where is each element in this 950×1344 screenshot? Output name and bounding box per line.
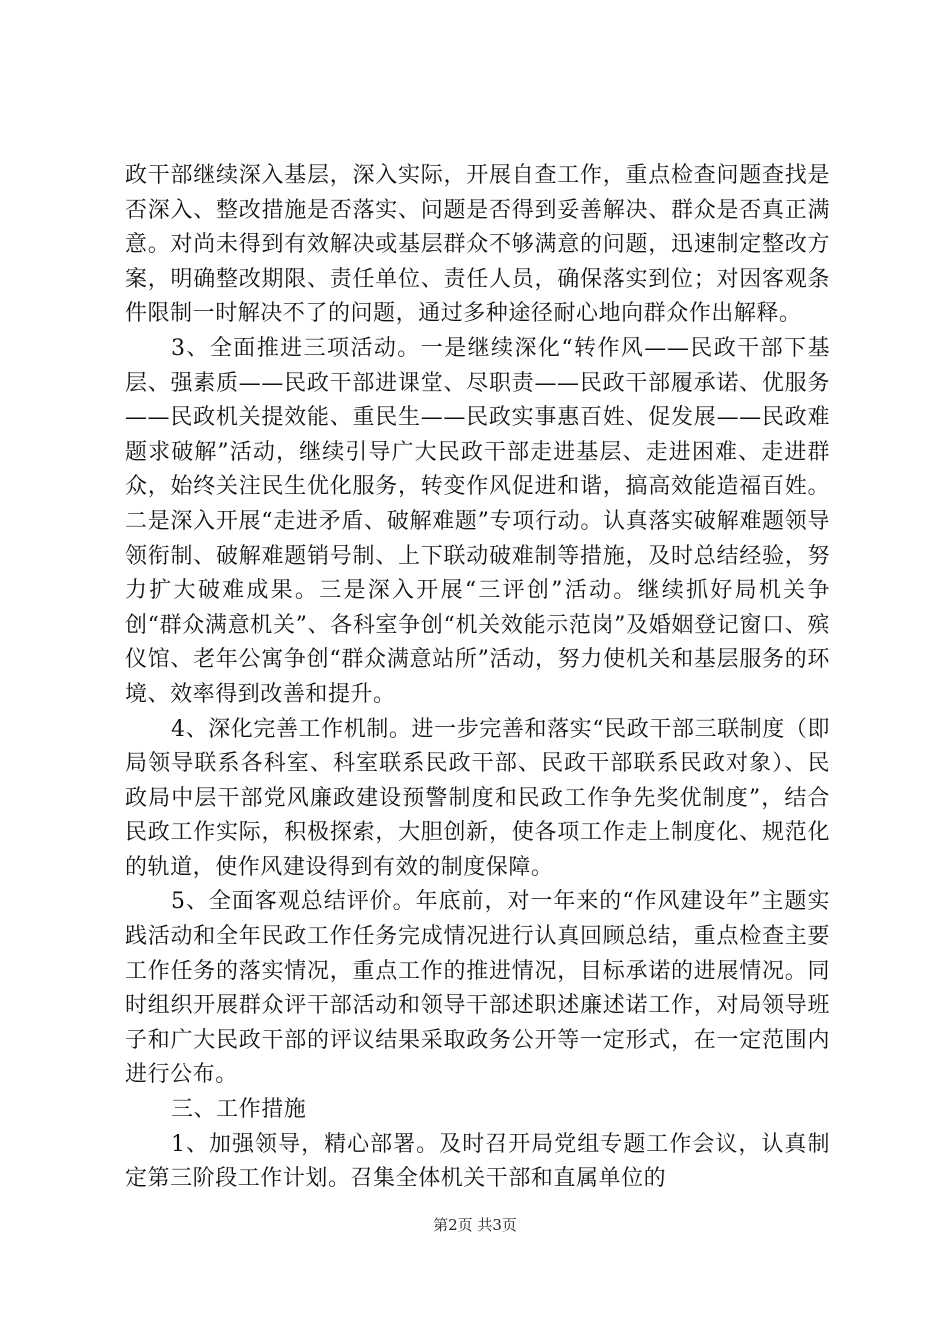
paragraph-item-5: 5、全面客观总结评价。年底前，对一年来的“作风建设年”主题实践活动和全年民政工作任务完成情况进行认真回顾总结，重点检查主要工作任务的落实情况，重点工作的推进情况，目标承诺的进展情况。同时组织开展群众评干部活动和领导干部述职述廉述诺工作，对局领导班子和广大民政干部的评议结果采取政务公开等一定形式，在一定范围内进行公布。	[125, 889, 830, 1088]
paragraph-item-4: 4、深化完善工作机制。进一步完善和落实“民政干部三联制度（即局领导联系各科室、科室联系民政干部、民政干部联系民政对象）、民政局中层干部党风廉政建设预警制度和民政工作争先奖优制度”，结合民政工作实际，积极探索，大胆创新，使各项工作走上制度化、规范化的轨道，使作风建设得到有效的制度保障。	[125, 716, 830, 880]
document-body	[125, 159, 830, 1197]
section-heading-measures: 三、工作措施	[171, 1097, 307, 1123]
page-footer: 第2页 共3页	[433, 1216, 517, 1234]
paragraph-measure-1: 1、加强领导，精心部署。及时召开局党组专题工作会议，认真制定第三阶段工作计划。召集全体机关干部和直属单位的	[125, 1131, 830, 1192]
paragraph-continuation: 政干部继续深入基层，深入实际，开展自查工作，重点检查问题查找是否深入、整改措施是否落实、问题是否得到妥善解决、群众是否真正满意。对尚未得到有效解决或基层群众不够满意的问题，迅速制定整改方案，明确整改期限、责任单位、责任人员，确保落实到位；对因客观条件限制一时解决不了的问题，通过多种途径耐心地向群众作出解释。	[125, 163, 830, 327]
paragraph-item-3: 3、全面推进三项活动。一是继续深化“转作风——民政干部下基层、强素质——民政干部进课堂、尽职责——民政干部履承诺、优服务——民政机关提效能、重民生——民政实事惠百姓、促发展——民政难题求破解”活动，继续引导广大民政干部走进基层、走进困难、走进群众，始终关注民生优化服务，转变作风促进和谐，搞高效能造福百姓。二是深入开展“走进矛盾、破解难题”专项行动。认真落实破解难题领导领衔制、破解难题销号制、上下联动破难制等措施，及时总结经验，努力扩大破难成果。三是深入开展“三评创”活动。继续抓好局机关争创“群众满意机关”、各科室争创“机关效能示范岗”及婚姻登记窗口、殡仪馆、老年公寓争创“群众满意站所”活动，努力使机关和基层服务的环境、效率得到改善和提升。	[125, 335, 830, 707]
